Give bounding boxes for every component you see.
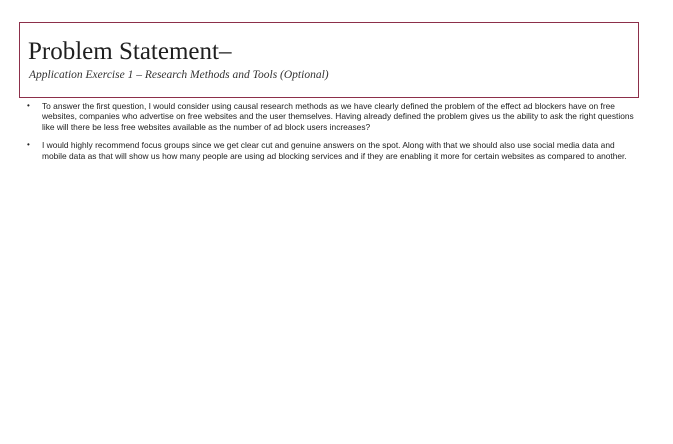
- bullet-text: To answer the first question, I would consider using causal research methods as we have clearly defined the problem of the effect ad blockers have on free websites, companies who advertise on free websites and the user themselves. Having already defined the problem gives us the ability to ask the right questions like will there be less free websites available as the number of ad block users increases?: [42, 101, 634, 132]
- bullet-text: I would highly recommend focus groups since we get clear cut and genuine answers on the spot. Along with that we should also use social media data and mobile data as that will show us how many people are using ad blocking services and if they are enabling it more for certain websites as compared to another.: [42, 140, 627, 161]
- slide-subtitle: Application Exercise 1 – Research Methods and Tools (Optional): [29, 69, 329, 81]
- bullet-icon: •: [27, 101, 30, 110]
- title-box: [19, 22, 639, 98]
- bullet-item: [26, 101, 638, 132]
- bullet-list: [26, 101, 638, 169]
- bullet-item: [26, 140, 638, 161]
- bullet-icon: •: [27, 140, 30, 150]
- slide-title: Problem Statement–: [28, 38, 232, 65]
